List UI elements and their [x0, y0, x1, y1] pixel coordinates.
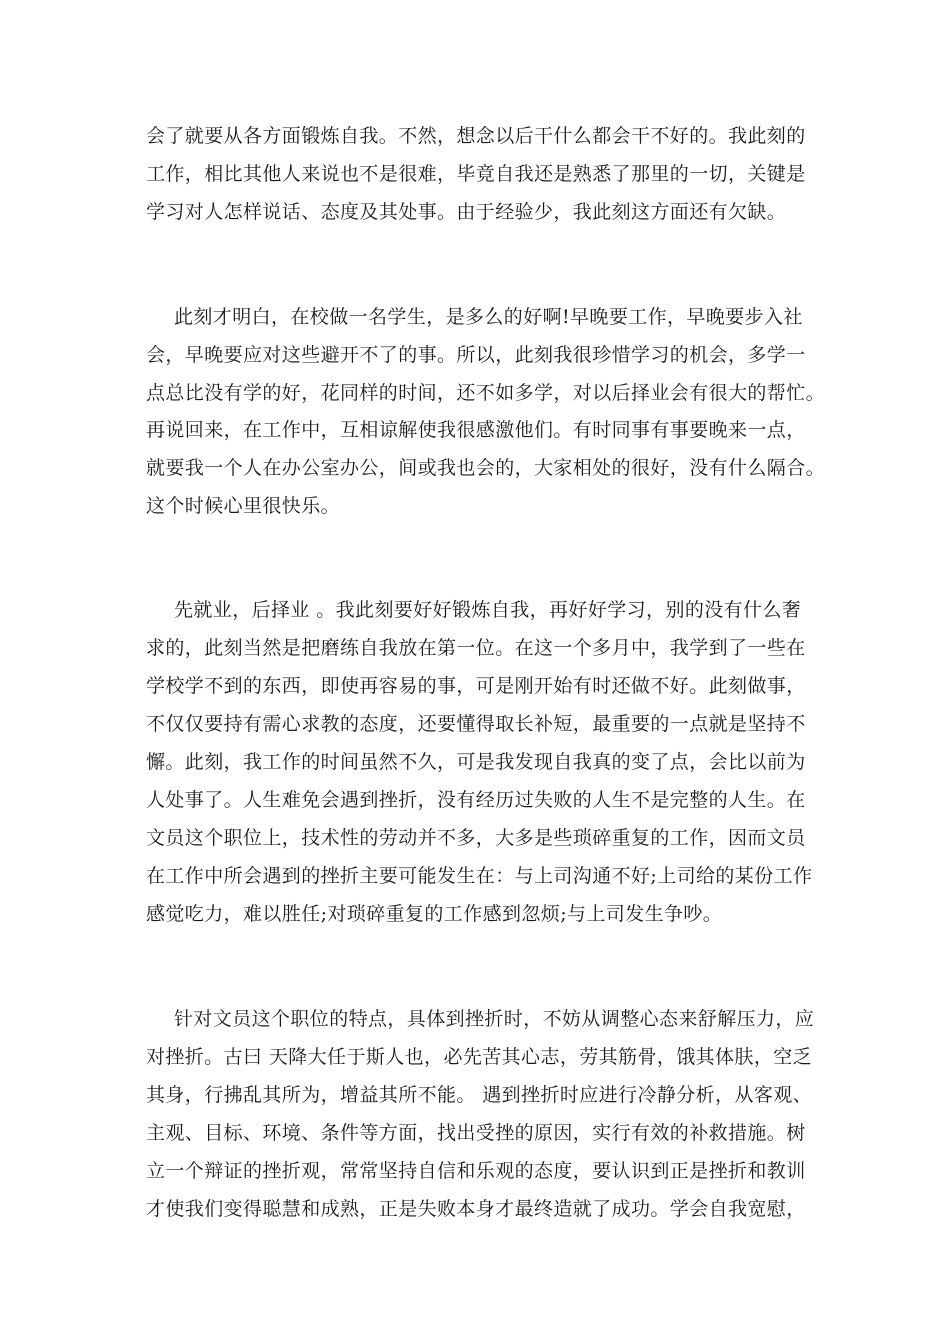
paragraph-4-line-1: 针对文员这个职位的特点，具体到挫折时，不妨从调整心态来舒解压力，应	[174, 1008, 815, 1030]
paragraph-1-line-3: 学习对人怎样说话、态度及其处事。由于经验少，我此刻这方面还有欠缺。	[146, 201, 787, 223]
paragraph-4-line-5: 立一个辩证的挫折观，常常坚持自信和乐观的态度，要认识到正是挫折和教训	[146, 1160, 806, 1182]
paragraph-1-line-2: 工作，相比其他人来说也不是很难，毕竟自我还是熟悉了那里的一切，关键是	[146, 163, 806, 185]
paragraph-2-line-6: 这个时候心里很快乐。	[146, 495, 341, 517]
paragraph-2-line-5: 就要我一个人在办公室办公，间或我也会的，大家相处的很好，没有什么隔合。	[146, 457, 826, 479]
paragraph-3-line-1: 先就业，后择业 。我此刻要好好锻炼自我，再好好学习，别的没有什么奢	[174, 599, 802, 621]
paragraph-2-line-4: 再说回来，在工作中，互相谅解使我很感激他们。有时同事有事要晚来一点，	[146, 419, 806, 441]
paragraph-2-line-1: 此刻才明白，在校做一名学生，是多么的好啊!早晚要工作，早晚要步入社	[174, 306, 803, 328]
paragraph-1-line-1: 会了就要从各方面锻炼自我。不然，想念以后干什么都会干不好的。我此刻的	[146, 125, 806, 147]
paragraph-3-line-9: 感觉吃力，难以胜任;对琐碎重复的工作感到忽烦;与上司发生争吵。	[146, 903, 723, 925]
paragraph-4-line-6: 才使我们变得聪慧和成熟，正是失败本身才最终造就了成功。学会自我宽慰，	[146, 1198, 806, 1220]
paragraph-3-line-2: 求的，此刻当然是把磨练自我放在第一位。在这一个多月中，我学到了一些在	[146, 637, 806, 659]
paragraph-2-line-2: 会，早晚要应对这些避开不了的事。所以，此刻我很珍惜学习的机会，多学一	[146, 344, 806, 366]
paragraph-4-line-3: 其身，行拂乱其所为，增益其所不能。 遇到挫折时应进行冷静分析，从客观、	[146, 1084, 813, 1106]
paragraph-4-line-2: 对挫折。古曰 天降大任于斯人也，必先苦其心志，劳其筋骨，饿其体肤，空乏	[146, 1046, 813, 1068]
paragraph-3-line-8: 在工作中所会遇到的挫折主要可能发生在：与上司沟通不好;上司给的某份工作	[146, 865, 813, 887]
paragraph-4-line-4: 主观、目标、环境、条件等方面，找出受挫的原因，实行有效的补救措施。树	[146, 1122, 806, 1144]
paragraph-3-line-6: 人处事了。人生难免会遇到挫折，没有经历过失败的人生不是完整的人生。在	[146, 789, 806, 811]
paragraph-2-line-3: 点总比没有学的好，花同样的时间，还不如多学，对以后择业会有很大的帮忙。	[146, 382, 826, 404]
paragraph-3-line-7: 文员这个职位上，技术性的劳动并不多，大多是些琐碎重复的工作，因而文员	[146, 827, 806, 849]
paragraph-3-line-4: 不仅仅要持有需心求教的态度，还要懂得取长补短，最重要的一点就是坚持不	[146, 713, 806, 735]
paragraph-3-line-3: 学校学不到的东西，即使再容易的事，可是刚开始有时还做不好。此刻做事，	[146, 675, 806, 697]
paragraph-3-line-5: 懈。此刻，我工作的时间虽然不久，可是我发现自我真的变了点，会比以前为	[146, 751, 806, 773]
